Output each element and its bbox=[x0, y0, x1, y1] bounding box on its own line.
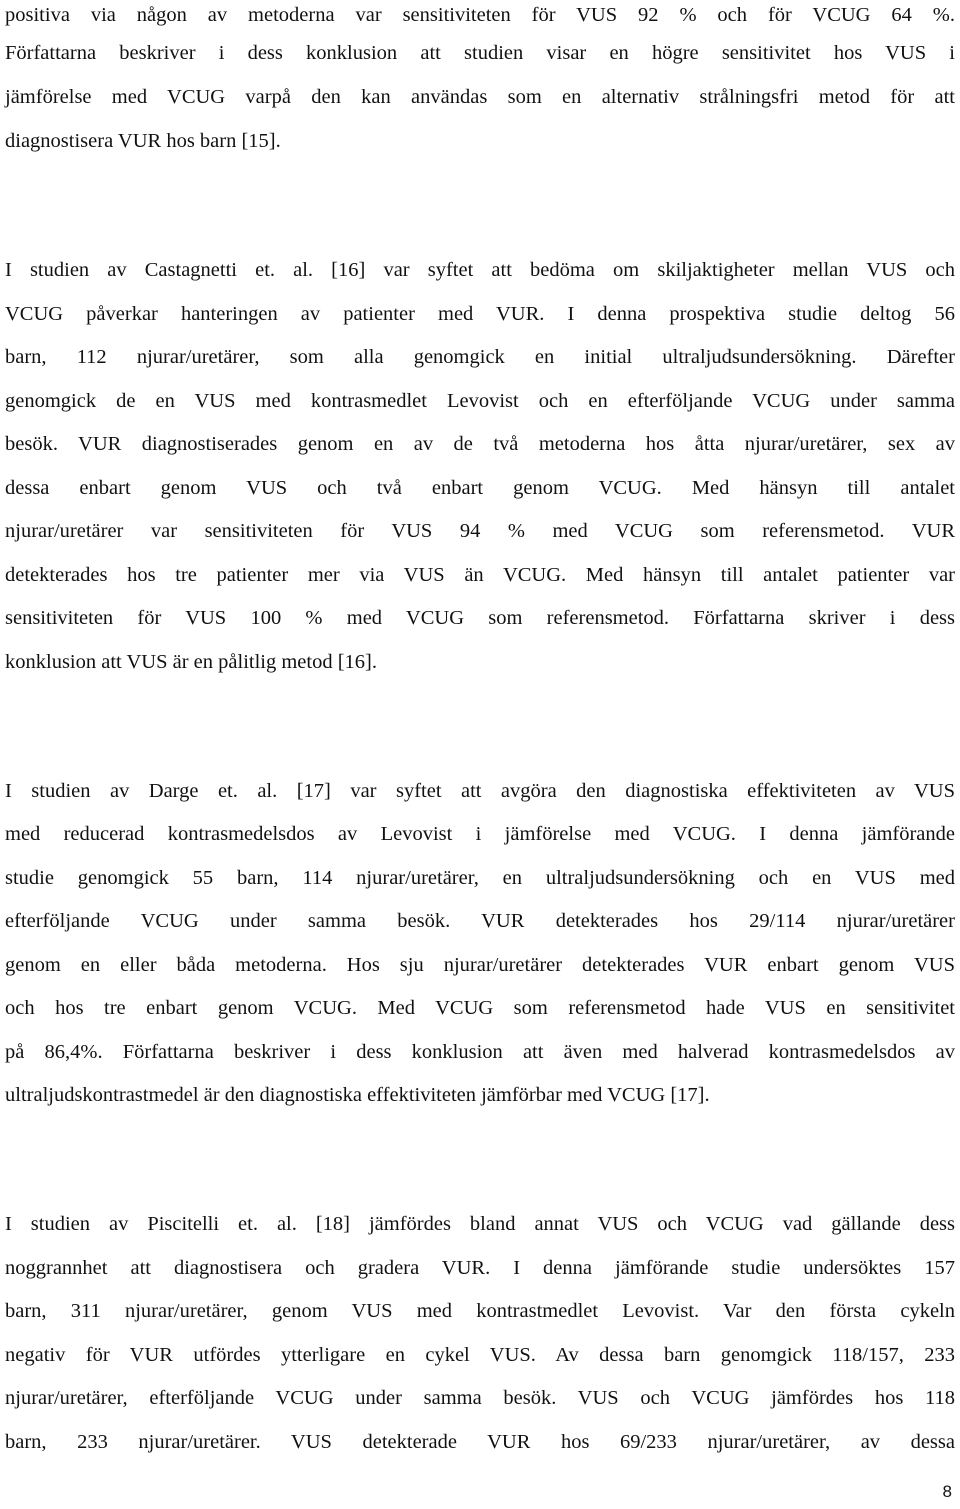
text-line: njurar/uretärer, efterföljande VCUG under samma besök. VUS och VCUG jämfördes hos 118 bbox=[5, 1387, 955, 1409]
text-line: på 86,4%. Författarna beskriver i dess konklusion att även med halverad kontrasmedelsdos av bbox=[5, 1041, 955, 1063]
text-line: och hos tre enbart genom VCUG. Med VCUG som referensmetod hade VUS en sensitivitet bbox=[5, 997, 955, 1019]
text-line: jämförelse med VCUG varpå den kan användas som en alternativ strålningsfri metod för att bbox=[5, 86, 955, 108]
text-line: besök. VUR diagnostiserades genom en av de två metoderna hos åtta njurar/uretärer, sex av bbox=[5, 433, 955, 455]
text-line: I studien av Darge et. al. [17] var syftet att avgöra den diagnostiska effektiviteten av VUS bbox=[5, 780, 955, 802]
text-line: barn, 233 njurar/uretärer. VUS detekterade VUR hos 69/233 njurar/uretärer, av dessa bbox=[5, 1431, 955, 1453]
text-line: detekterades hos tre patienter mer via VUS än VCUG. Med hänsyn till antalet patienter var bbox=[5, 564, 955, 586]
text-line: genomgick de en VUS med kontrasmedlet Levovist och en efterföljande VCUG under samma bbox=[5, 390, 955, 412]
text-line: njurar/uretärer var sensitiviteten för VUS 94 % med VCUG som referensmetod. VUR bbox=[5, 520, 955, 542]
text-line: studie genomgick 55 barn, 114 njurar/uretärer, en ultraljudsundersökning och en VUS med bbox=[5, 867, 955, 889]
text-line: konklusion att VUS är en pålitlig metod [16]. bbox=[5, 651, 377, 673]
text-line: noggrannhet att diagnostisera och gradera VUR. I denna jämförande studie undersöktes 157 bbox=[5, 1257, 955, 1279]
text-line: ultraljudskontrastmedel är den diagnostiska effektiviteten jämförbar med VCUG [17]. bbox=[5, 1084, 710, 1106]
text-line: sensitiviteten för VUS 100 % med VCUG som referensmetod. Författarna skriver i dess bbox=[5, 607, 955, 629]
page-number: 8 bbox=[942, 1482, 952, 1501]
text-line: positiva via någon av metoderna var sensitiviteten för VUS 92 % och för VCUG 64 %. bbox=[5, 4, 955, 26]
text-line: VCUG påverkar hanteringen av patienter med VUR. I denna prospektiva studie deltog 56 bbox=[5, 303, 955, 325]
text-line: efterföljande VCUG under samma besök. VUR detekterades hos 29/114 njurar/uretärer bbox=[5, 910, 955, 932]
text-line: barn, 311 njurar/uretärer, genom VUS med kontrastmedlet Levovist. Var den första cykeln bbox=[5, 1300, 955, 1322]
text-line: barn, 112 njurar/uretärer, som alla genomgick en initial ultraljudsundersökning. Därefter bbox=[5, 346, 955, 368]
text-line: dessa enbart genom VUS och två enbart genom VCUG. Med hänsyn till antalet bbox=[5, 477, 955, 499]
text-line: genom en eller båda metoderna. Hos sju njurar/uretärer detekterades VUR enbart genom VUS bbox=[5, 954, 955, 976]
text-line: med reducerad kontrasmedelsdos av Levovist i jämförelse med VCUG. I denna jämförande bbox=[5, 823, 955, 845]
text-line: Författarna beskriver i dess konklusion att studien visar en högre sensitivitet hos VUS i bbox=[5, 42, 955, 64]
text-line: negativ för VUR utfördes ytterligare en cykel VUS. Av dessa barn genomgick 118/157, 233 bbox=[5, 1344, 955, 1366]
text-line: I studien av Piscitelli et. al. [18] jämfördes bland annat VUS och VCUG vad gällande dess bbox=[5, 1213, 955, 1235]
text-line: diagnostisera VUR hos barn [15]. bbox=[5, 130, 281, 152]
text-line: I studien av Castagnetti et. al. [16] var syftet att bedöma om skiljaktigheter mellan VUS och bbox=[5, 259, 955, 281]
